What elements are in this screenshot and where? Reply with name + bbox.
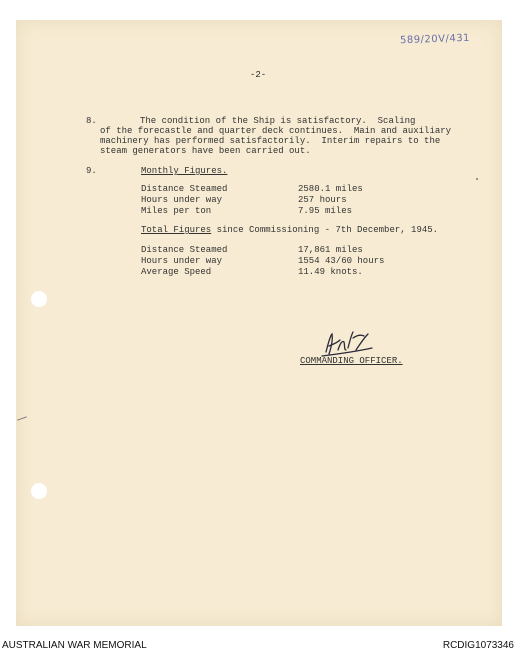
total-hours-label: Hours under way [141,256,223,266]
total-distance-label: Distance Steamed [141,245,228,255]
paragraph-8-number: 8. [86,116,97,126]
punch-hole-top [31,291,47,307]
total-figures-heading [141,225,438,235]
monthly-figures-heading: Monthly Figures. [141,166,228,176]
monthly-miles-per-ton-value: 7.95 miles [298,206,353,216]
monthly-hours-label: Hours under way [141,195,223,205]
monthly-hours-value: 257 hours [298,195,347,205]
paragraph-9-number: 9. [86,166,97,176]
footer-source: AUSTRALIAN WAR MEMORIAL [2,640,147,651]
signature [320,326,380,360]
total-figures-heading-text: Total Figures [141,225,212,235]
punch-hole-bottom [31,483,47,499]
commanding-officer-title: COMMANDING OFFICER. [300,356,403,366]
footer-record-id: RCDIG1073346 [442,640,514,651]
paragraph-8-line-1: The condition of the Ship is satisfactory. Scaling [140,116,416,126]
page-number: -2- [250,70,267,80]
total-hours-value: 1554 43/60 hours [298,256,385,266]
document-paper [16,20,502,626]
paragraph-8-line-4: steam generators have been carried out. [100,146,311,156]
total-speed-label: Average Speed [141,267,212,277]
paragraph-8-line-3: machinery has performed satisfactorily. Interim repairs to the [100,136,441,146]
monthly-miles-per-ton-label: Miles per ton [141,206,212,216]
paragraph-8-line-2: of the forecastle and quarter deck continues. Main and auxiliary [100,126,452,136]
monthly-distance-value: 2580.1 miles [298,184,363,194]
total-figures-heading-suffix: since Commissioning - 7th December, 1945. [211,225,439,235]
archive-reference: 589/20V/431 [399,32,471,47]
total-speed-value: 11.49 knots. [298,267,363,277]
total-distance-value: 17,861 miles [298,245,363,255]
paper-mark [476,178,478,180]
monthly-distance-label: Distance Steamed [141,184,228,194]
